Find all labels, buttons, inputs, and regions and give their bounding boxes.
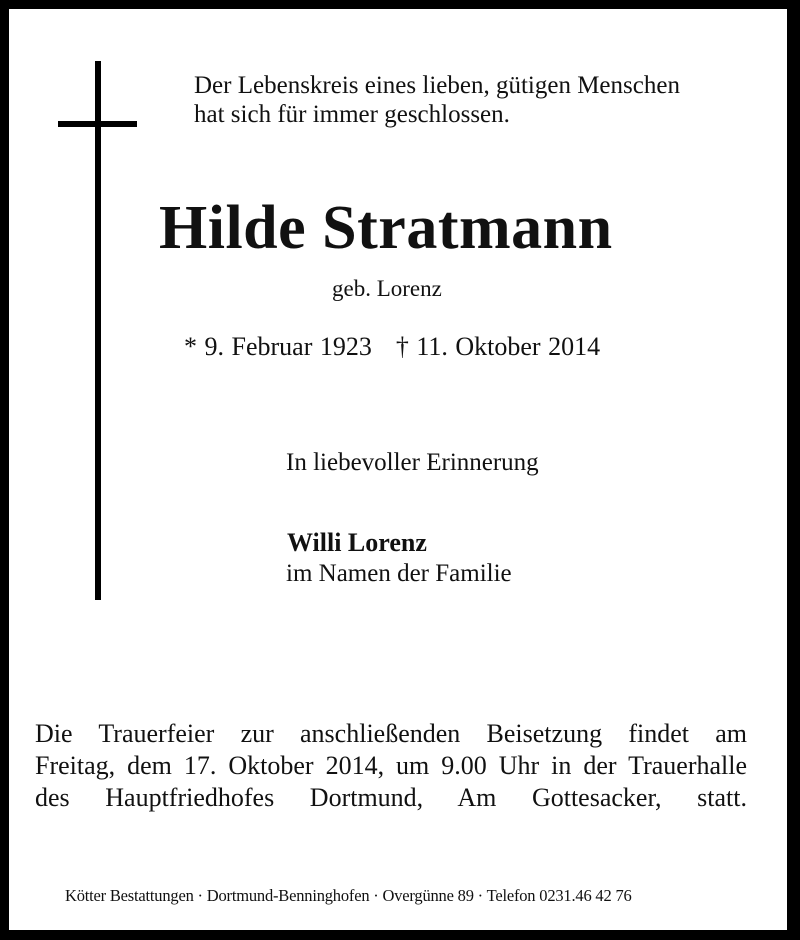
ceremony-line-3: des Hauptfriedhofes Dortmund, Am Gottesacker, statt. (35, 783, 747, 812)
deceased-name: Hilde Stratmann (159, 194, 613, 262)
motto (194, 71, 680, 129)
ceremony-line-1: Die Trauerfeier zur anschließenden Beisetzung findet am (35, 719, 747, 748)
ceremony-line-2: Freitag, dem 17. Oktober 2014, um 9.00 Uhr in der Trauerhalle (35, 751, 747, 780)
cross-vertical-bar (95, 61, 101, 600)
birth-date: * 9. Februar 1923 (184, 332, 372, 361)
remembrance-text: In liebevoller Erinnerung (286, 449, 539, 476)
signer-name: Willi Lorenz (287, 528, 427, 557)
cross-horizontal-bar (58, 121, 137, 127)
signer-role: im Namen der Familie (286, 560, 512, 587)
maiden-name: geb. Lorenz (332, 276, 442, 301)
death-date: † 11. Oktober 2014 (395, 332, 601, 361)
funeral-home-footer: Kötter Bestattungen · Dortmund-Benninghofen · Overgünne 89 · Telefon 0231.46 42 76 (65, 886, 632, 905)
motto-line-2: hat sich für immer geschlossen. (194, 101, 510, 128)
life-dates (184, 332, 600, 362)
motto-line-1: Der Lebenskreis eines lieben, gütigen Menschen (194, 72, 680, 99)
obituary-notice (9, 9, 787, 930)
ceremony-details (35, 718, 747, 814)
